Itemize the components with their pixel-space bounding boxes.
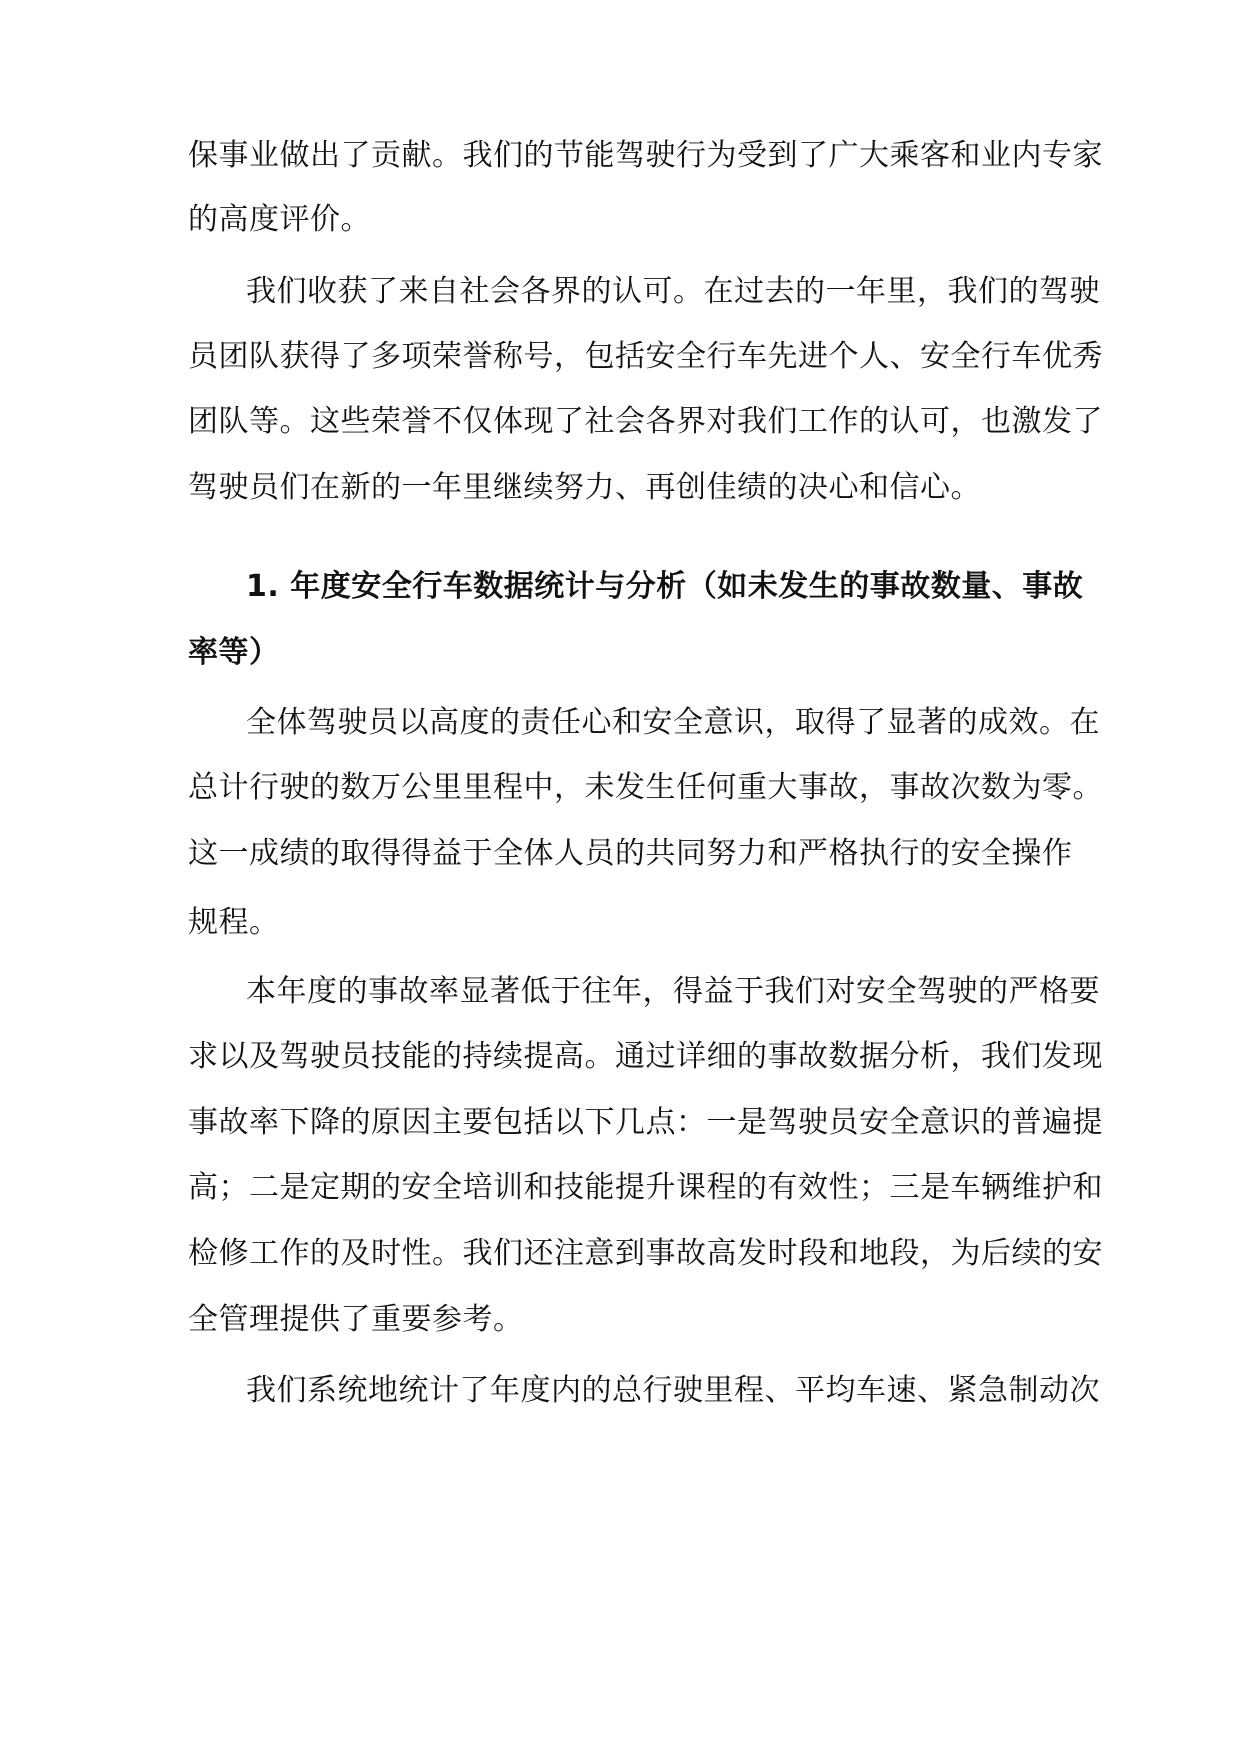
paragraph-line: 规程。 — [188, 905, 280, 940]
paragraph-line: 求以及驾驶员技能的持续提高。通过详细的事故数据分析，我们发现 — [188, 1039, 1103, 1074]
paragraph-line: 驾驶员们在新的一年里继续努力、再创佳绩的决心和信心。 — [188, 470, 981, 505]
paragraph-line: 检修工作的及时性。我们还注意到事故高发时段和地段，为后续的安 — [188, 1236, 1103, 1271]
paragraph-line: 本年度的事故率显著低于往年，得益于我们对安全驾驶的严格要 — [246, 974, 1100, 1009]
paragraph-line: 保事业做出了贡献。我们的节能驾驶行为受到了广大乘客和业内专家 — [188, 138, 1103, 173]
paragraph-line: 高；二是定期的安全培训和技能提升课程的有效性；三是车辆维护和 — [188, 1170, 1103, 1205]
paragraph-line: 总计行驶的数万公里里程中，未发生任何重大事故，事故次数为零。 — [188, 770, 1103, 805]
paragraph-line: 这一成绩的取得得益于全体人员的共同努力和严格执行的安全操作 — [188, 836, 1073, 871]
paragraph-line: 事故率下降的原因主要包括以下几点：一是驾驶员安全意识的普遍提 — [188, 1105, 1103, 1140]
paragraph-line: 的高度评价。 — [188, 202, 371, 237]
paragraph-line: 我们系统地统计了年度内的总行驶里程、平均车速、紧急制动次 — [246, 1373, 1100, 1408]
paragraph-line: 全管理提供了重要参考。 — [188, 1302, 524, 1337]
paragraph-line: 员团队获得了多项荣誉称号，包括安全行车先进个人、安全行车优秀 — [188, 339, 1103, 374]
section-heading: 1. 年度安全行车数据统计与分析（如未发生的事故数量、事故 — [246, 569, 1084, 604]
section-heading-continued: 率等） — [188, 635, 280, 670]
paragraph-line: 全体驾驶员以高度的责任心和安全意识，取得了显著的成效。在 — [246, 705, 1100, 740]
paragraph-line: 团队等。这些荣誉不仅体现了社会各界对我们工作的认可，也激发了 — [188, 404, 1103, 439]
paragraph-line: 我们收获了来自社会各界的认可。在过去的一年里，我们的驾驶 — [246, 274, 1100, 309]
